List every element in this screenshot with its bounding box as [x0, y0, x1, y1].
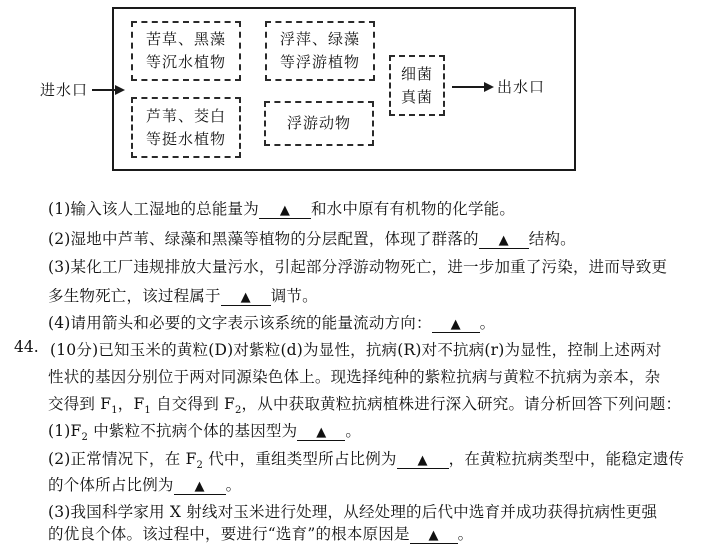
q44-part1: $(1)F_2$ 中紫粒不抗病个体的基因型为 ▲ 。	[48, 422, 362, 444]
microbes-box	[389, 55, 445, 116]
q43-part4: (4)请用箭头和必要的文字表示该系统的能量流动方向： ▲ 。	[48, 314, 496, 332]
answer-blank: ▲	[297, 422, 345, 441]
submerged-plants-line2: 等沉水植物	[145, 53, 226, 71]
outlet-arrow-line	[452, 86, 486, 88]
floating-plants-line2: 等浮游植物	[279, 53, 360, 71]
floating-plants-box	[265, 21, 375, 81]
q44-part2-line2: 的个体所占比例为 ▲ 。	[48, 476, 242, 494]
outlet-arrow-head	[484, 82, 494, 92]
emergent-plants-line2: 等挺水植物	[145, 129, 226, 148]
outlet-label: 出水口	[497, 78, 546, 96]
answer-blank: ▲	[221, 287, 271, 306]
q44-part3-line2: 的优良个体。该过程中，要进行“选育”的根本原因是 ▲ 。	[48, 525, 474, 543]
q43-part3-line2: 多生物死亡，该过程属于 ▲ 调节。	[48, 287, 318, 305]
answer-blank: ▲	[479, 230, 529, 249]
microbes-line2: 真菌	[400, 87, 433, 106]
microbes-line1: 细菌	[400, 64, 433, 83]
submerged-plants-line1: 苦草、黑藻	[145, 30, 226, 48]
question-number-44: 44.	[14, 338, 39, 356]
q43-part2: (2)湿地中芦苇、绿藻和黑藻等植物的分层配置，体现了群落的 ▲ 结构。	[48, 230, 576, 248]
answer-blank: ▲	[259, 200, 311, 219]
answer-blank: ▲	[432, 314, 480, 333]
zooplankton-label: 浮游动物	[286, 114, 351, 132]
q44-stem-line2: 性状的基因分别位于两对同源染色体上。现选择纯种的紫粒抗病与黄粒不抗病为亲本，杂	[48, 368, 661, 386]
q43-part3-line1: (3)某化工厂违规排放大量污水，引起部分浮游动物死亡，进一步加重了污染，进而导致更	[48, 258, 668, 276]
q43-part1: (1)输入该人工湿地的总能量为 ▲ 和水中原有有机物的化学能。	[48, 200, 516, 218]
q44-part3-line1: (3)我国科学家用 X 射线对玉米进行处理，从经处理的后代中选育并成功获得抗病性更强	[48, 503, 658, 521]
emergent-plants-box	[131, 97, 241, 158]
q44-part2-line1: (2)正常情况下，在 $F_2$ 代中，重组类型所占比例为 ▲ ，在黄粒抗病类型中，能稳定遗传	[48, 450, 685, 472]
answer-blank: ▲	[397, 450, 449, 469]
q44-stem-line3: 交得到 $F_1$，$F_1$ 自交得到 $F_2$，从中获取黄粒抗病植株进行深入研究。请分析回答下列问题：	[48, 395, 682, 417]
answer-blank: ▲	[410, 525, 458, 544]
submerged-plants-box	[131, 21, 241, 81]
zooplankton-box	[264, 101, 374, 146]
answer-blank: ▲	[174, 476, 226, 495]
inlet-label: 进水口	[40, 81, 89, 99]
q44-stem-line1: (10分)已知玉米的黄粒(D)对紫粒(d)为显性，抗病(R)对不抗病(r)为显性，控制上述两对	[50, 341, 662, 359]
emergent-plants-line1: 芦苇、茭白	[145, 106, 226, 125]
floating-plants-line1: 浮萍、绿藻	[279, 30, 360, 48]
